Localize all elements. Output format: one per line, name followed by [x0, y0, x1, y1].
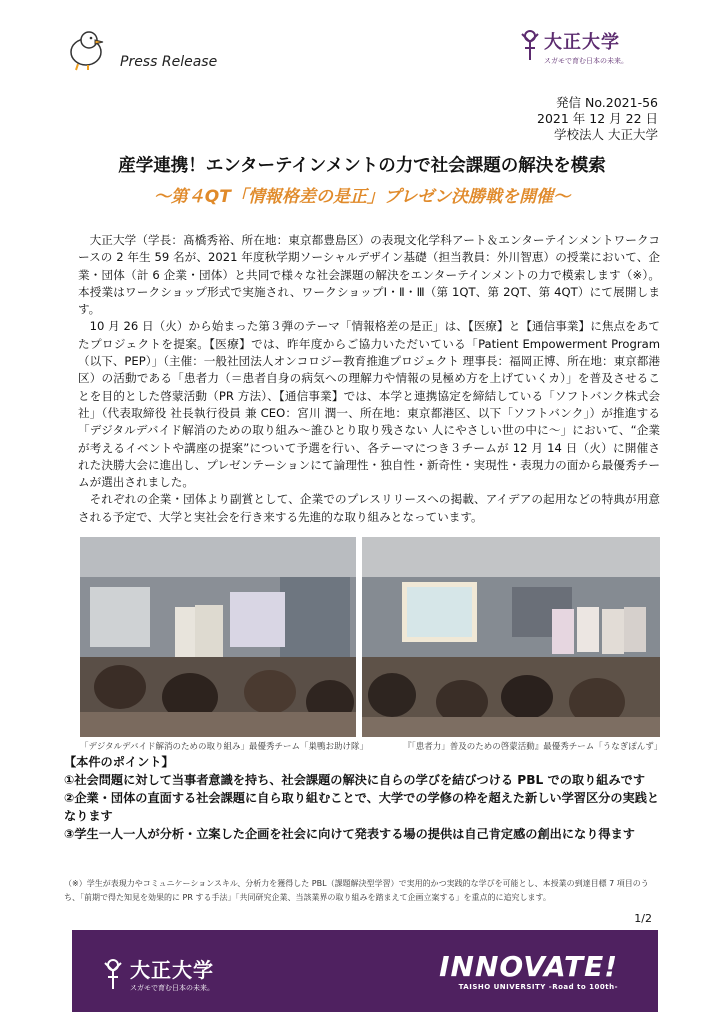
innovate-text: INNOVATE!: [439, 950, 618, 983]
university-logo: [520, 28, 628, 66]
caption-photo-2: 『「患者力」普及のための啓蒙活動』最優秀チーム「うなぎぽんず」: [403, 742, 663, 752]
press-release-label: Press Release: [120, 54, 218, 70]
photo-team-unagi: [362, 537, 660, 737]
footer-banner: [72, 930, 658, 1012]
body-text: [78, 232, 660, 526]
taisho-emblem-icon: [520, 28, 540, 62]
footnote: （※）学生が表現力やコミュニケーションスキル、分析力を獲得した PBL（課題解決型学習）で実用的かつ実践的な学びを可能とし、本授業の到達目標 7 項目のうち、「前期で得た知見を効果的に PR する手法」「共同研究企業、当該業界の取り組みを踏まえて企画立案する」を重点的に追究します。: [64, 879, 649, 902]
key-points-heading: 【本件のポイント】: [64, 755, 174, 769]
key-point-2: ②企業・団体の直面する社会課題に自ら取り組むことで、大学での学修の枠を超えた新しい学習区分の実践となります: [64, 791, 660, 823]
taisho-emblem-icon: [102, 957, 124, 991]
paragraph-3: それぞれの企業・団体より副賞として、企業でのプレスリリースへの掲載、アイデアの起用などの特典が用意される予定で、大学と実社会を行き来する先進的な取り組みとなっています。: [78, 492, 660, 524]
innovate-slogan: [439, 950, 618, 991]
doc-date: 2021 年 12 月 22 日: [537, 111, 658, 126]
innovate-subtext: TAISHO UNIVERSITY -Road to 100th-: [458, 983, 618, 991]
page-title: 産学連携！エンターテインメントの力で社会課題の解決を模索: [118, 156, 606, 176]
footer-logo-tagline: スガモで育む日本の未来。: [130, 984, 214, 992]
paragraph-2: 10 月 26 日（火）から始まった第３弾のテーマ「情報格差の是正」は、【医療】と【通信事業】に焦点をあてたプロジェクトを提案。【医療】では、昨年度からご協力いただいている「Patient Empowerment Program（以下、PEP）」（主催：一般社団法人オンコロジー教育推進プロジェクト 理事長：福岡正博、所在地：東京都港区）の活動である「患者力（＝患者自身の病気への理解力や情報の見極め方を上げていくカ）」を普及させることを目的とした啓蒙活動（PR 方法）、【通信事業】では、本学と連携協定を締結している「ソフトバンク株式会社」（代表取締役 社長執行役員 兼 CEO：宮川 潤一、所在地：東京都港区、以下「ソフトバンク」）が推進する「デジタルデバイド解消のための取り組み～誰ひとり取り残さない 人にやさしい世の中に～」において、“企業が考えるイベントや講座の提案”について予選を行い、各テーマにつき３チームが 12 月 14 日（火）に開催された決勝大会に進出し、プレゼンテーションにて論理性・独自性・新奇性・実現性・表現力の面から最優秀チームが選出されました。: [78, 319, 660, 490]
footer-logo-text: 大正大学: [130, 958, 214, 982]
logo-tagline: スガモで育む日本の未来。: [544, 57, 628, 65]
key-point-1: ①社会問題に対して当事者意識を持ち、社会課題の解決に自らの学びを結びつける PBL での取り組みです: [64, 773, 646, 787]
logo-text: 大正大学: [544, 32, 620, 53]
page-subtitle: ～第４QT「情報格差の是正」プレゼン決勝戦を開催～: [153, 187, 571, 207]
photo-team-sugamo: [80, 537, 356, 737]
mascot-logo: [64, 26, 110, 72]
key-point-3: ③学生一人一人が分析・立案した企画を社会に向けて発表する場の提供は自己肯定感の創出になり得ます: [64, 827, 635, 841]
page-number: 1/2: [634, 912, 652, 925]
paragraph-1: 大正大学（学長：髙橋秀裕、所在地：東京都豊島区）の表現文化学科アート＆エンターテインメントワークコースの 2 年生 59 名が、2021 年度秋学期ソーシャルデザイン基礎（担当教員：外川智恵）の授業において、企業・団体（計 6 企業・団体）と共同で様々な社会課題の解決をエンターテインメントの力で模索します（※）。本授業はワークショップ形式で実施され、ワークショップⅠ・Ⅱ・Ⅲ（第 1QT、第 2QT、第 4QT）にて展開します。: [78, 233, 660, 317]
caption-photo-1: 「デジタルデバイド解消のための取り組み」最優秀チーム「巣鴨お助け隊」: [80, 742, 368, 752]
key-points: [64, 753, 664, 843]
doc-org: 学校法人 大正大学: [554, 127, 658, 142]
footer-logo: [102, 954, 214, 993]
document-meta: [537, 95, 658, 143]
doc-number: 発信 No.2021-56: [556, 95, 658, 110]
